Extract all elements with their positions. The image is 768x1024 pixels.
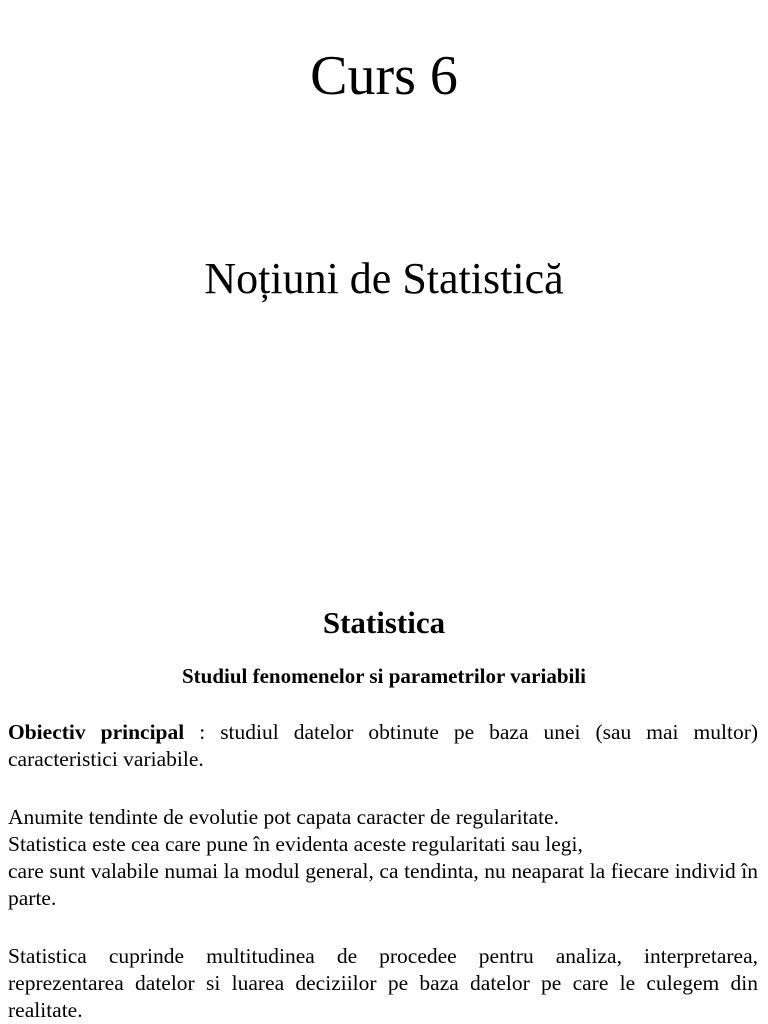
- objective-text: : studiul datelor obtinute pe baza unei (sau mai multor) caracteristici variabile.: [8, 720, 759, 771]
- course-title: Curs 6: [310, 45, 458, 107]
- trends-line-1: Anumite tendinte de evolutie pot capata caracter de regularitate.: [8, 805, 559, 829]
- objective-paragraph: [8, 719, 758, 773]
- section-subheading: Studiul fenomenelor si parametrilor variabili: [181, 664, 587, 688]
- subject-title: Noțiuni de Statistică: [204, 254, 564, 303]
- trends-paragraph: [8, 804, 758, 912]
- trends-line-3: care sunt valabile numai la modul general, ca tendinta, nu neaparat la fiecare individ în parte.: [8, 859, 758, 910]
- trends-line-2: Statistica este cea care pune în evidenta aceste regularitati sau legi,: [8, 832, 583, 856]
- definition-paragraph: Statistica cuprinde multitudinea de procedee pentru analiza, interpretarea, reprezentarea datelor si luarea deciziilor pe baza datelor pe care le culegem din realitate.: [8, 944, 758, 1022]
- section-heading: Statistica: [322, 605, 446, 640]
- objective-label: Obiectiv principal: [8, 720, 185, 744]
